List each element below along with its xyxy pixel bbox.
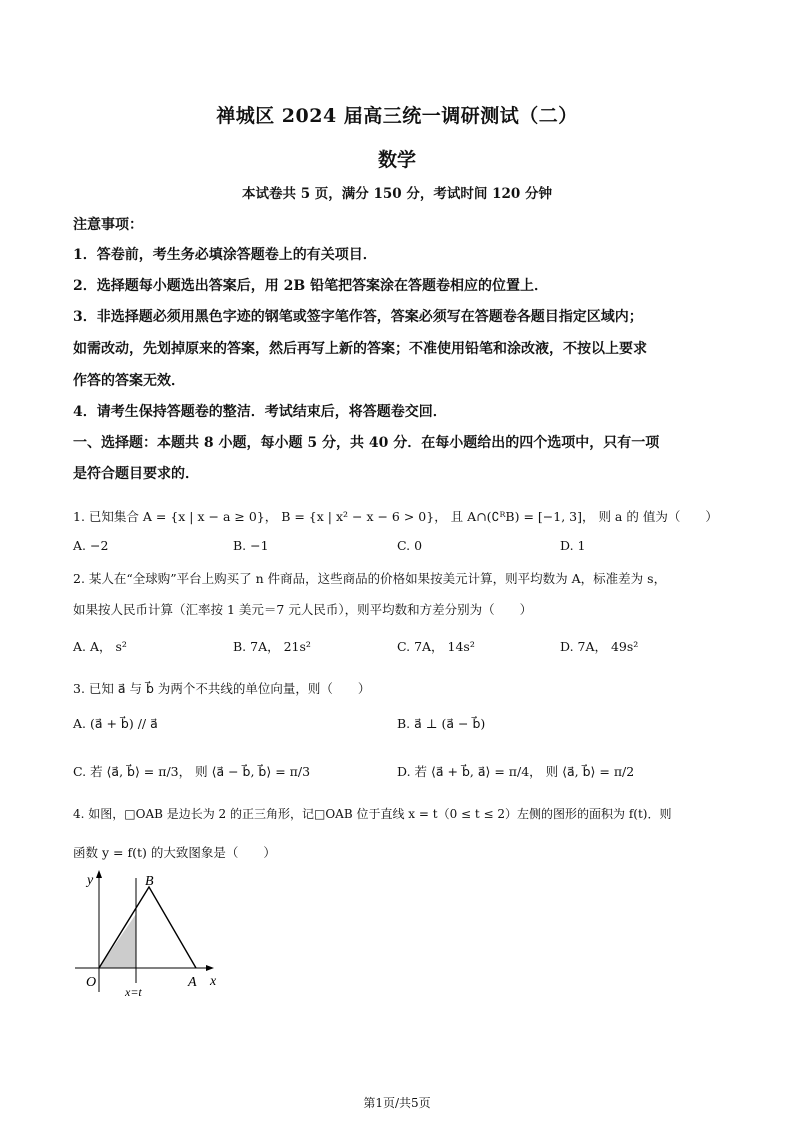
q1-option-b: B. −1 [233, 538, 269, 553]
note-item: 2．选择题每小题选出答案后，用 2B 铅笔把答案涂在答题卷相应的位置上． [73, 278, 549, 294]
question-3-stem: 3. 已知 a⃗ 与 b⃗ 为两个不共线的单位向量，则（ ） [73, 681, 371, 696]
y-axis-arrow-icon [96, 870, 102, 878]
origin-label: O [86, 975, 97, 990]
exam-title: 禅城区 2024 届高三统一调研测试（二） [216, 105, 578, 127]
q3-option-c: C. 若 ⟨a⃗, b⃗⟩ = π/3， 则 ⟨a⃗ − b⃗, b⃗⟩ = π/3 [73, 764, 311, 779]
page-number: 第1页/共5页 [363, 1096, 431, 1110]
q1-option-c: C. 0 [397, 538, 423, 553]
point-b-label: B [145, 874, 154, 889]
q2-option-c: C. 7A， 14s² [397, 639, 475, 654]
y-axis-label: y [87, 873, 94, 888]
q3-option-b: B. a⃗ ⊥ (a⃗ − b⃗) [397, 716, 486, 731]
notes-heading: 注意事项： [73, 217, 143, 233]
question-2-stem: 2. 某人在“全球购”平台上购买了 n 件商品，这些商品的价格如果按美元计算，则平均数为 A，标准差为 s， [73, 571, 667, 586]
section-heading-cont: 是符合题目要求的． [73, 466, 199, 482]
note-item: 如需改动，先划掉原来的答案，然后再写上新的答案；不准使用铅笔和涂改液，不按以上要求 [73, 341, 647, 357]
note-item: 3．非选择题必须用黑色字迹的钢笔或签字笔作答，答案必须写在答题卷各题目指定区域内； [73, 309, 643, 325]
section-heading: 一、选择题：本题共 8 小题，每小题 5 分，共 40 分．在每小题给出的四个选项中，只有一项 [73, 435, 660, 451]
question-1-stem: 1. 已知集合 A = {x | x − a ≥ 0}， B = {x | x² − x − 6 > 0}， 且 A∩(∁ᴿB) = [−1, 3]， 则 a 的 值为（ ） [73, 509, 718, 524]
q1-option-d: D. 1 [560, 538, 586, 553]
q2-option-a: A. A， s² [73, 639, 127, 654]
q3-option-d: D. 若 ⟨a⃗ + b⃗, a⃗⟩ = π/4， 则 ⟨a⃗, b⃗⟩ = π/2 [397, 764, 635, 779]
q1-option-a: A. −2 [73, 538, 109, 553]
triangle-figure [70, 868, 240, 998]
exam-info: 本试卷共 5 页，满分 150 分，考试时间 120 分钟 [242, 186, 552, 202]
q2-option-d: D. 7A， 49s² [560, 639, 639, 654]
question-2-stem-cont: 如果按人民币计算（汇率按 1 美元＝7 元人民币），则平均数和方差分别为（ ） [73, 602, 533, 617]
q3-option-a: A. (a⃗ + b⃗) // a⃗ [73, 716, 158, 731]
point-a-label: A [188, 975, 197, 990]
note-item: 4．请考生保持答题卷的整洁．考试结束后，将答题卷交回． [73, 404, 447, 420]
question-4-stem-cont: 函数 y = f(t) 的大致图象是（ ） [73, 845, 276, 860]
line-x-equals-t-label: x=t [125, 985, 142, 998]
x-axis-arrow-icon [206, 965, 214, 971]
x-axis-label: x [210, 974, 217, 989]
question-4-stem: 4. 如图，□OAB 是边长为 2 的正三角形，记□OAB 位于直线 x = t（0 ≤ t ≤ 2）左侧的图形的面积为 f(t)．则 [73, 807, 672, 821]
note-item: 1．答卷前，考生务必填涂答题卷上的有关项目． [73, 247, 377, 263]
q2-option-b: B. 7A， 21s² [233, 639, 311, 654]
note-item: 作答的答案无效． [73, 373, 185, 389]
exam-subject: 数学 [377, 149, 416, 171]
